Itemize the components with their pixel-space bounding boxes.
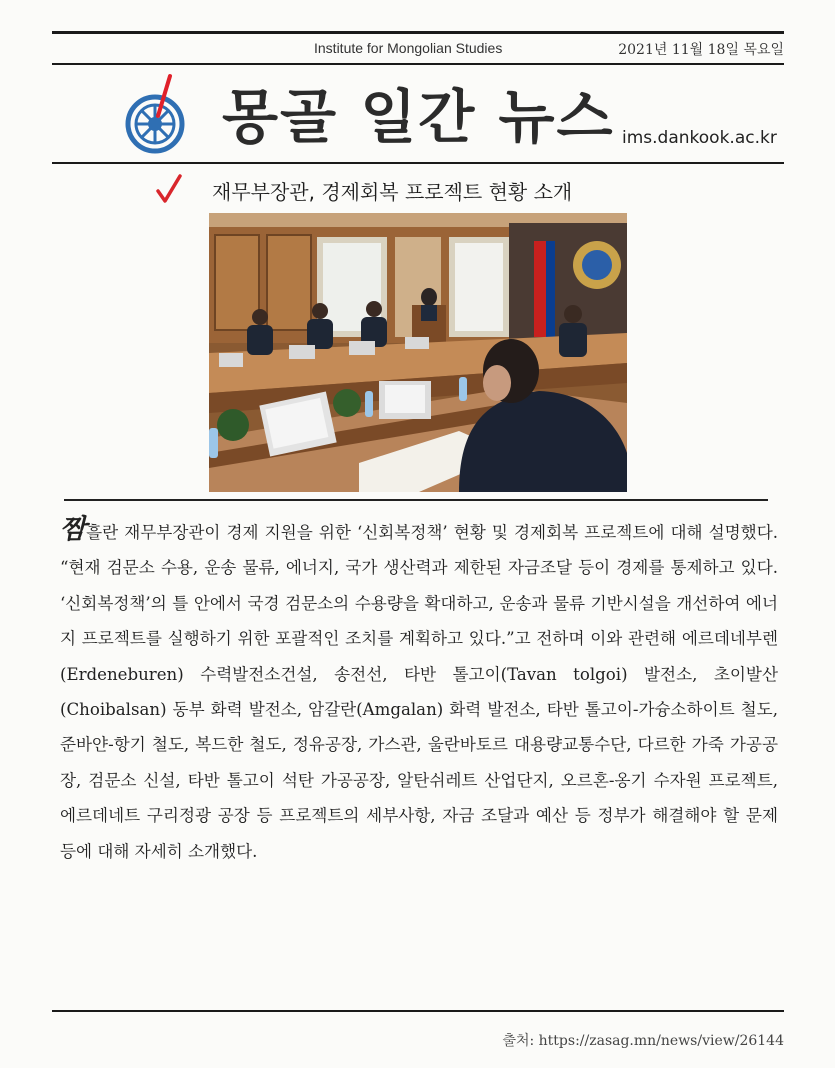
issue-date: 2021년 11월 18일 목요일 [618, 42, 784, 58]
dharma-wheel-logo-icon [122, 72, 190, 156]
masthead [52, 66, 784, 162]
article-text: 흘란 재무부장관이 경제 지원을 위한 ‘신회복정책’ 현황 및 경제회복 프로젝트에 대해 설명했다. “현재 검문소 수용, 운송 물류, 에너지, 국가 생산력과 제한된 자금조달 등이 경제를 통제하고 있다. ‘신회복정책’의 틀 안에서 국경 검문소의 수용량을 확대하고, 운송과 물류 기반시설을 개선하여 에너지 프로젝트를 실행하기 위한 포괄적인 조치를 계획하고 있다.”고 전하며 이와 관련해 에르데네부렌(Erdeneburen) 수력발전소건설, 송전선, 타반 톨고이(Tavan tolgoi) 발전소, 초이발산(Choibalsan) 동부 화력 발전소, 암갈란(Amgalan) 화력 발전소, 타반 톨고이-가슝소하이트 철도, 준바얀-항기 철도, 복드한 철도, 정유공장, 가스관, 울란바토르 대용량교통수단, 다르한 가죽 가공공장, 검문소 신설, 타반 톨고이 석탄 가공공장, 알탄쉬레트 산업단지, 오르혼-옹기 수자원 프로젝트, 에르데네트 구리정광 공장 등 프로젝트의 세부사항, 자금 조달과 예산 등 정부가 해결해야 할 문제 등에 대해 자세히 소개했다. [60, 523, 778, 861]
institute-name: Institute for Mongolian Studies [314, 40, 503, 56]
top-bar [52, 35, 784, 61]
footer-rule [52, 1010, 784, 1012]
article-dropcap: 짬 [60, 514, 87, 545]
top-rule [52, 31, 784, 34]
headline-row [52, 170, 784, 210]
article-divider [64, 499, 768, 501]
newspaper-title: 몽골 일간 뉴스 [222, 83, 615, 151]
site-url[interactable]: ims.dankook.ac.kr [622, 128, 777, 148]
masthead-top-rule [52, 63, 784, 65]
check-mark-icon [156, 174, 182, 204]
article-body [60, 512, 778, 869]
article-headline: 재무부장관, 경제회복 프로젝트 현황 소개 [212, 180, 573, 204]
source-credit[interactable]: 출처: https://zasag.mn/news/view/26144 [502, 1033, 784, 1049]
meeting-photo [209, 213, 627, 492]
masthead-bottom-rule [52, 162, 784, 164]
